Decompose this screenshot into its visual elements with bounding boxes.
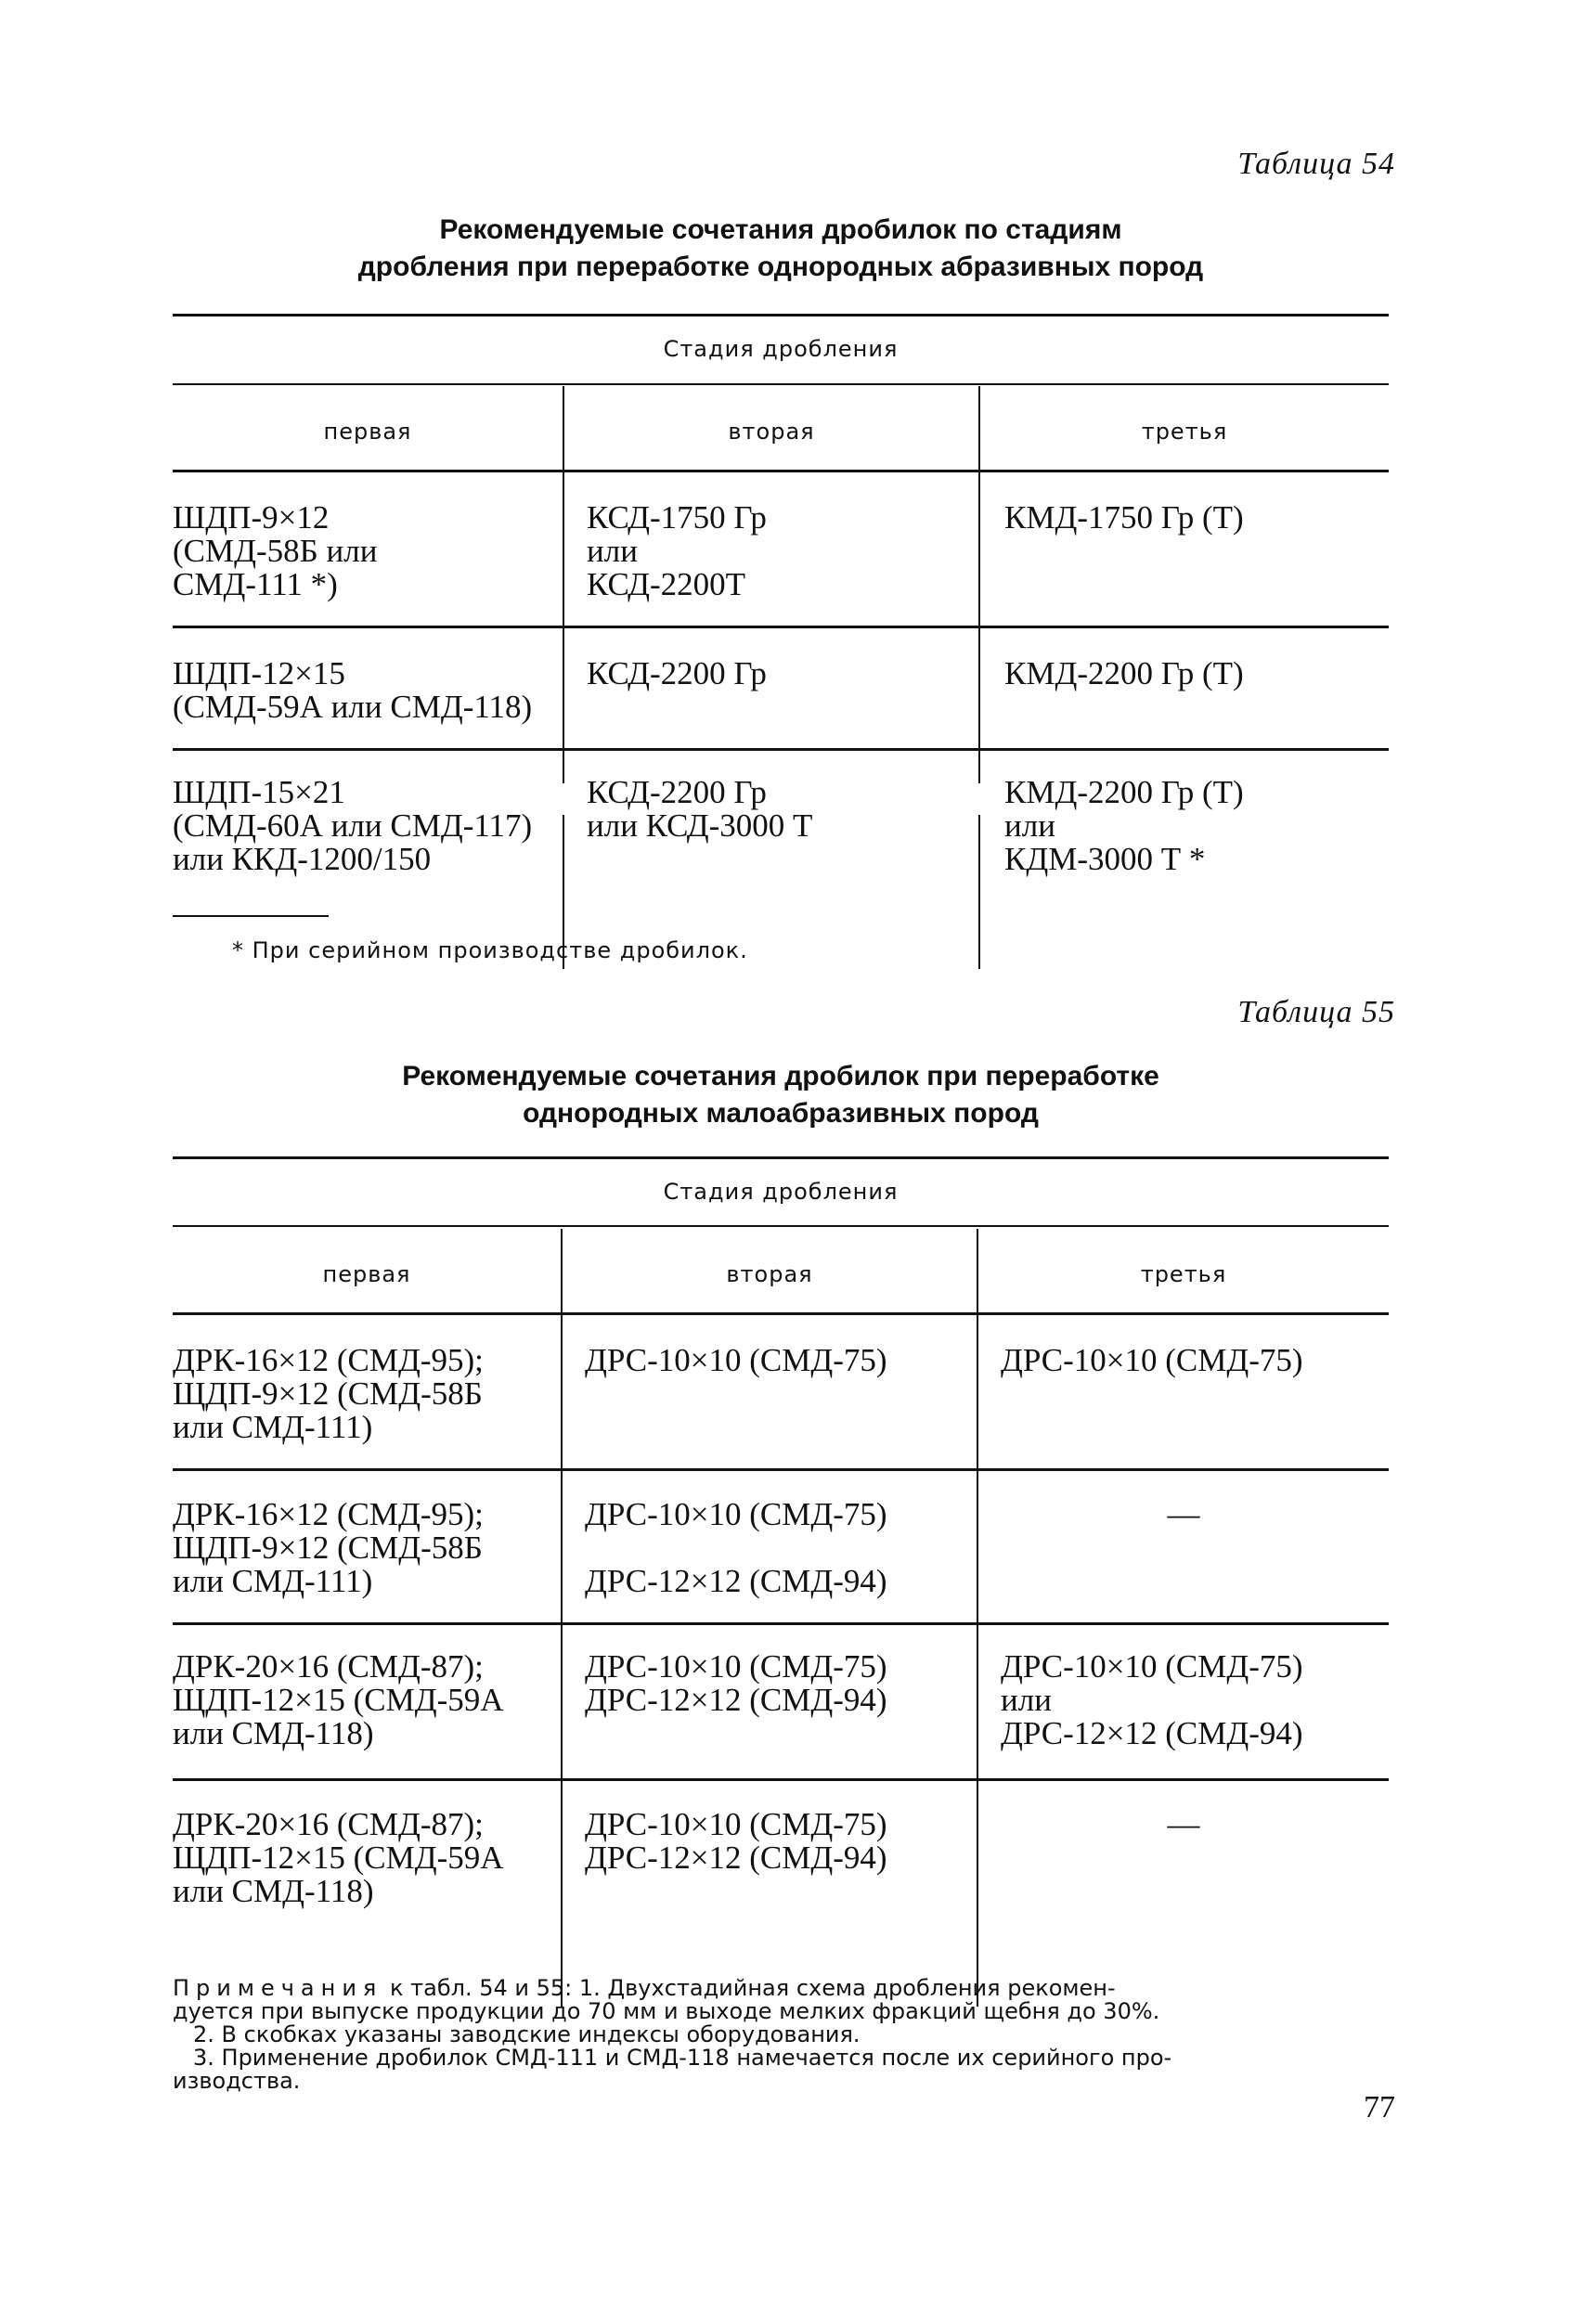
page-number: 77 [1364,2090,1395,2124]
table-55-group-header: Стадия дробления [663,1179,899,1205]
table-55-col-header-first: первая [322,1261,411,1287]
notes-line-1 [173,1977,1389,2000]
table-54 [173,314,1389,908]
notes-block [173,1977,1389,2093]
table-54-col-header-first: первая [323,419,412,445]
table-54-title-line-2: дробления при переработке однородных абразивных пород [357,252,1204,282]
notes-line-1-rest: к табл. 54 и 55: 1. Двухстадийная схема дробления рекомен- [382,1975,1116,2001]
notes-line-4: 3. Применение дробилок СМД-111 и СМД-118 намечается после их серийного про- [193,2045,1172,2071]
notes-line-5: изводства. [173,2068,301,2094]
table-55-title-line-1: Рекомендуемые сочетания дробилок при переработке [402,1061,1159,1091]
table-55-row-2-second: ДРС-10×10 (СМД-75) ДРС-12×12 (СМД-94) [585,1496,887,1599]
table-54-row-2-third: КМД-2200 Гр (Т) [1004,655,1244,691]
table-55-row-1-third: ДРС-10×10 (СМД-75) [1001,1342,1303,1378]
table-54-row-3-third: КМД-2200 Гр (Т) или КДМ-3000 Т * [1004,774,1244,877]
table-54-row-3-second: КСД-2200 Гр или КСД-3000 Т [587,774,813,844]
table-55-label: Таблица 55 [1237,995,1395,1029]
table-54-footnote: * При серийном производстве дробилок. [232,937,748,963]
table-55-row-4-second: ДРС-10×10 (СМД-75) ДРС-12×12 (СМД-94) [585,1806,887,1876]
table-54-row-1-third: КМД-1750 Гр (Т) [1004,499,1244,536]
table-54-col-header-third: третья [1141,419,1228,445]
table-54-title-line-1: Рекомендуемые сочетания дробилок по стадиям [439,214,1122,245]
table-54-label: Таблица 54 [1237,147,1395,181]
table-55-row-2-first: ДРК-16×12 (СМД-95); ЩДП-9×12 (СМД-58Б или СМД-111) [173,1496,484,1599]
table-55-row-4-third: — [1167,1806,1200,1842]
table-54-row-2-first: ШДП-12×15 (СМД-59А или СМД-118) [173,655,533,725]
table-55-row-1-second: ДРС-10×10 (СМД-75) [585,1342,887,1378]
table-55 [173,1156,1389,1945]
table-55-title [173,1058,1389,1132]
table-55-col-header-second: вторая [726,1261,813,1287]
table-54-row-1-first: ШДП-9×12 (СМД-58Б или СМД-111 *) [173,499,378,602]
notes-line-3: 2. В скобках указаны заводские индексы оборудования. [193,2021,861,2047]
table-54-row-2-second: КСД-2200 Гр [587,655,767,691]
table-54-row-3-first: ШДП-15×21 (СМД-60А или СМД-117) или ККД-1200/150 [173,774,533,877]
table-54-row-1-second: КСД-1750 Гр или КСД-2200Т [587,499,767,602]
footnote-rule [173,915,329,917]
table-55-row-3-second: ДРС-10×10 (СМД-75) ДРС-12×12 (СМД-94) [585,1648,887,1718]
table-55-col-header-third: третья [1140,1261,1227,1287]
table-55-row-4-first: ДРК-20×16 (СМД-87); ЩДП-12×15 (СМД-59А или СМД-118) [173,1806,504,1909]
table-55-row-1-first: ДРК-16×12 (СМД-95); ЩДП-9×12 (СМД-58Б или СМД-111) [173,1342,484,1445]
table-55-row-2-third: — [1167,1496,1200,1532]
table-55-title-line-2: однородных малоабразивных пород [523,1098,1039,1129]
notes-line-2: дуется при выпуске продукции до 70 мм и выходе мелких фракций щебня до 30%. [173,1998,1160,2024]
table-54-title [173,212,1389,286]
table-55-row-3-third: ДРС-10×10 (СМД-75) или ДРС-12×12 (СМД-94) [1001,1648,1303,1751]
notes-lead: Примечания [173,1975,383,2001]
table-54-group-header: Стадия дробления [663,336,899,362]
table-54-col-header-second: вторая [728,419,815,445]
table-55-row-3-first: ДРК-20×16 (СМД-87); ЩДП-12×15 (СМД-59А или СМД-118) [173,1648,504,1751]
